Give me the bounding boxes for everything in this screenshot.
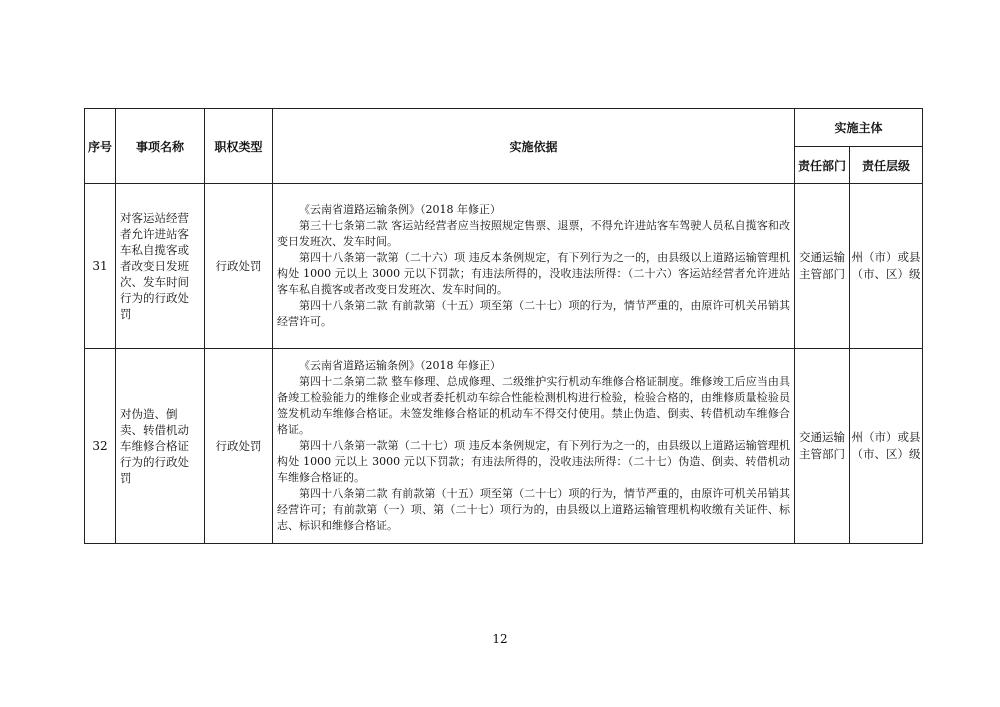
responsible-level: 州（市）或县（市、区）级 (850, 349, 923, 544)
row-number: 31 (85, 184, 116, 349)
page-number: 12 (492, 632, 508, 646)
legal-basis (273, 184, 795, 349)
table-row (85, 184, 923, 349)
regulation-table (84, 108, 923, 544)
row-number: 32 (85, 349, 116, 544)
basis-paragraph: 第四十八条第一款第（二十七）项 违反本条例规定，有下列行为之一的，由县级以上道路运输管理机构处 1000 元以上 3000 元以下罚款；有违法所得的，没收违法所得：（二十七）伪造、倒卖、转借机动车维修合格证的。 (277, 439, 790, 484)
header-level: 责任层级 (850, 147, 923, 184)
responsible-dept: 交通运输主管部门 (795, 184, 850, 349)
legal-basis (273, 349, 795, 544)
basis-paragraph: 《云南省道路运输条例》（2018 年修正） (299, 359, 501, 372)
header-name: 事项名称 (116, 109, 205, 184)
basis-paragraph: 第四十八条第二款 有前款第（十五）项至第（二十七）项的行为，情节严重的，由原许可机关吊销其经营许可。 (277, 299, 790, 328)
table-row (85, 349, 923, 544)
header-type: 职权类型 (205, 109, 273, 184)
power-type: 行政处罚 (205, 349, 273, 544)
header-no: 序号 (85, 109, 116, 184)
item-name: 对伪造、倒卖、转借机动车维修合格证行为的行政处罚 (116, 349, 205, 544)
basis-paragraph: 第四十八条第一款第（二十六）项 违反本条例规定，有下列行为之一的，由县级以上道路运输管理机构处 1000 元以上 3000 元以下罚款；有违法所得的，没收违法所得：（二十六）客运站经营者允许进站客车私自揽客或者改变日发班次、发车时间的。 (277, 251, 790, 296)
basis-paragraph: 《云南省道路运输条例》（2018 年修正） (299, 203, 501, 216)
power-type: 行政处罚 (205, 184, 273, 349)
header-dept: 责任部门 (795, 147, 850, 184)
basis-paragraph: 第四十二条第二款 整车修理、总成修理、二级维护实行机动车维修合格证制度。维修竣工后应当由具备竣工检验能力的维修企业或者委托机动车综合性能检测机构进行检验，检验合格的，由维修质量检验员签发机动车维修合格证。未签发维修合格证的机动车不得交付使用。禁止伪造、倒卖、转借机动车维修合格证。 (277, 375, 790, 436)
header-subject: 实施主体 (795, 109, 923, 147)
responsible-level: 州（市）或县（市、区）级 (850, 184, 923, 349)
item-name: 对客运站经营者允许进站客车私自揽客或者改变日发班次、发车时间行为的行政处罚 (116, 184, 205, 349)
basis-paragraph: 第三十七条第二款 客运站经营者应当按照规定售票、退票，不得允许进站客车驾驶人员私自揽客和改变日发班次、发车时间。 (277, 219, 790, 248)
header-basis: 实施依据 (273, 109, 795, 184)
responsible-dept: 交通运输主管部门 (795, 349, 850, 544)
basis-paragraph: 第四十八条第二款 有前款第（十五）项至第（二十七）项的行为，情节严重的，由原许可机关吊销其经营许可；有前款第（一）项、第（二十七）项行为的，由县级以上道路运输管理机构收缴有关证件、标志、标识和维修合格证。 (277, 487, 790, 532)
